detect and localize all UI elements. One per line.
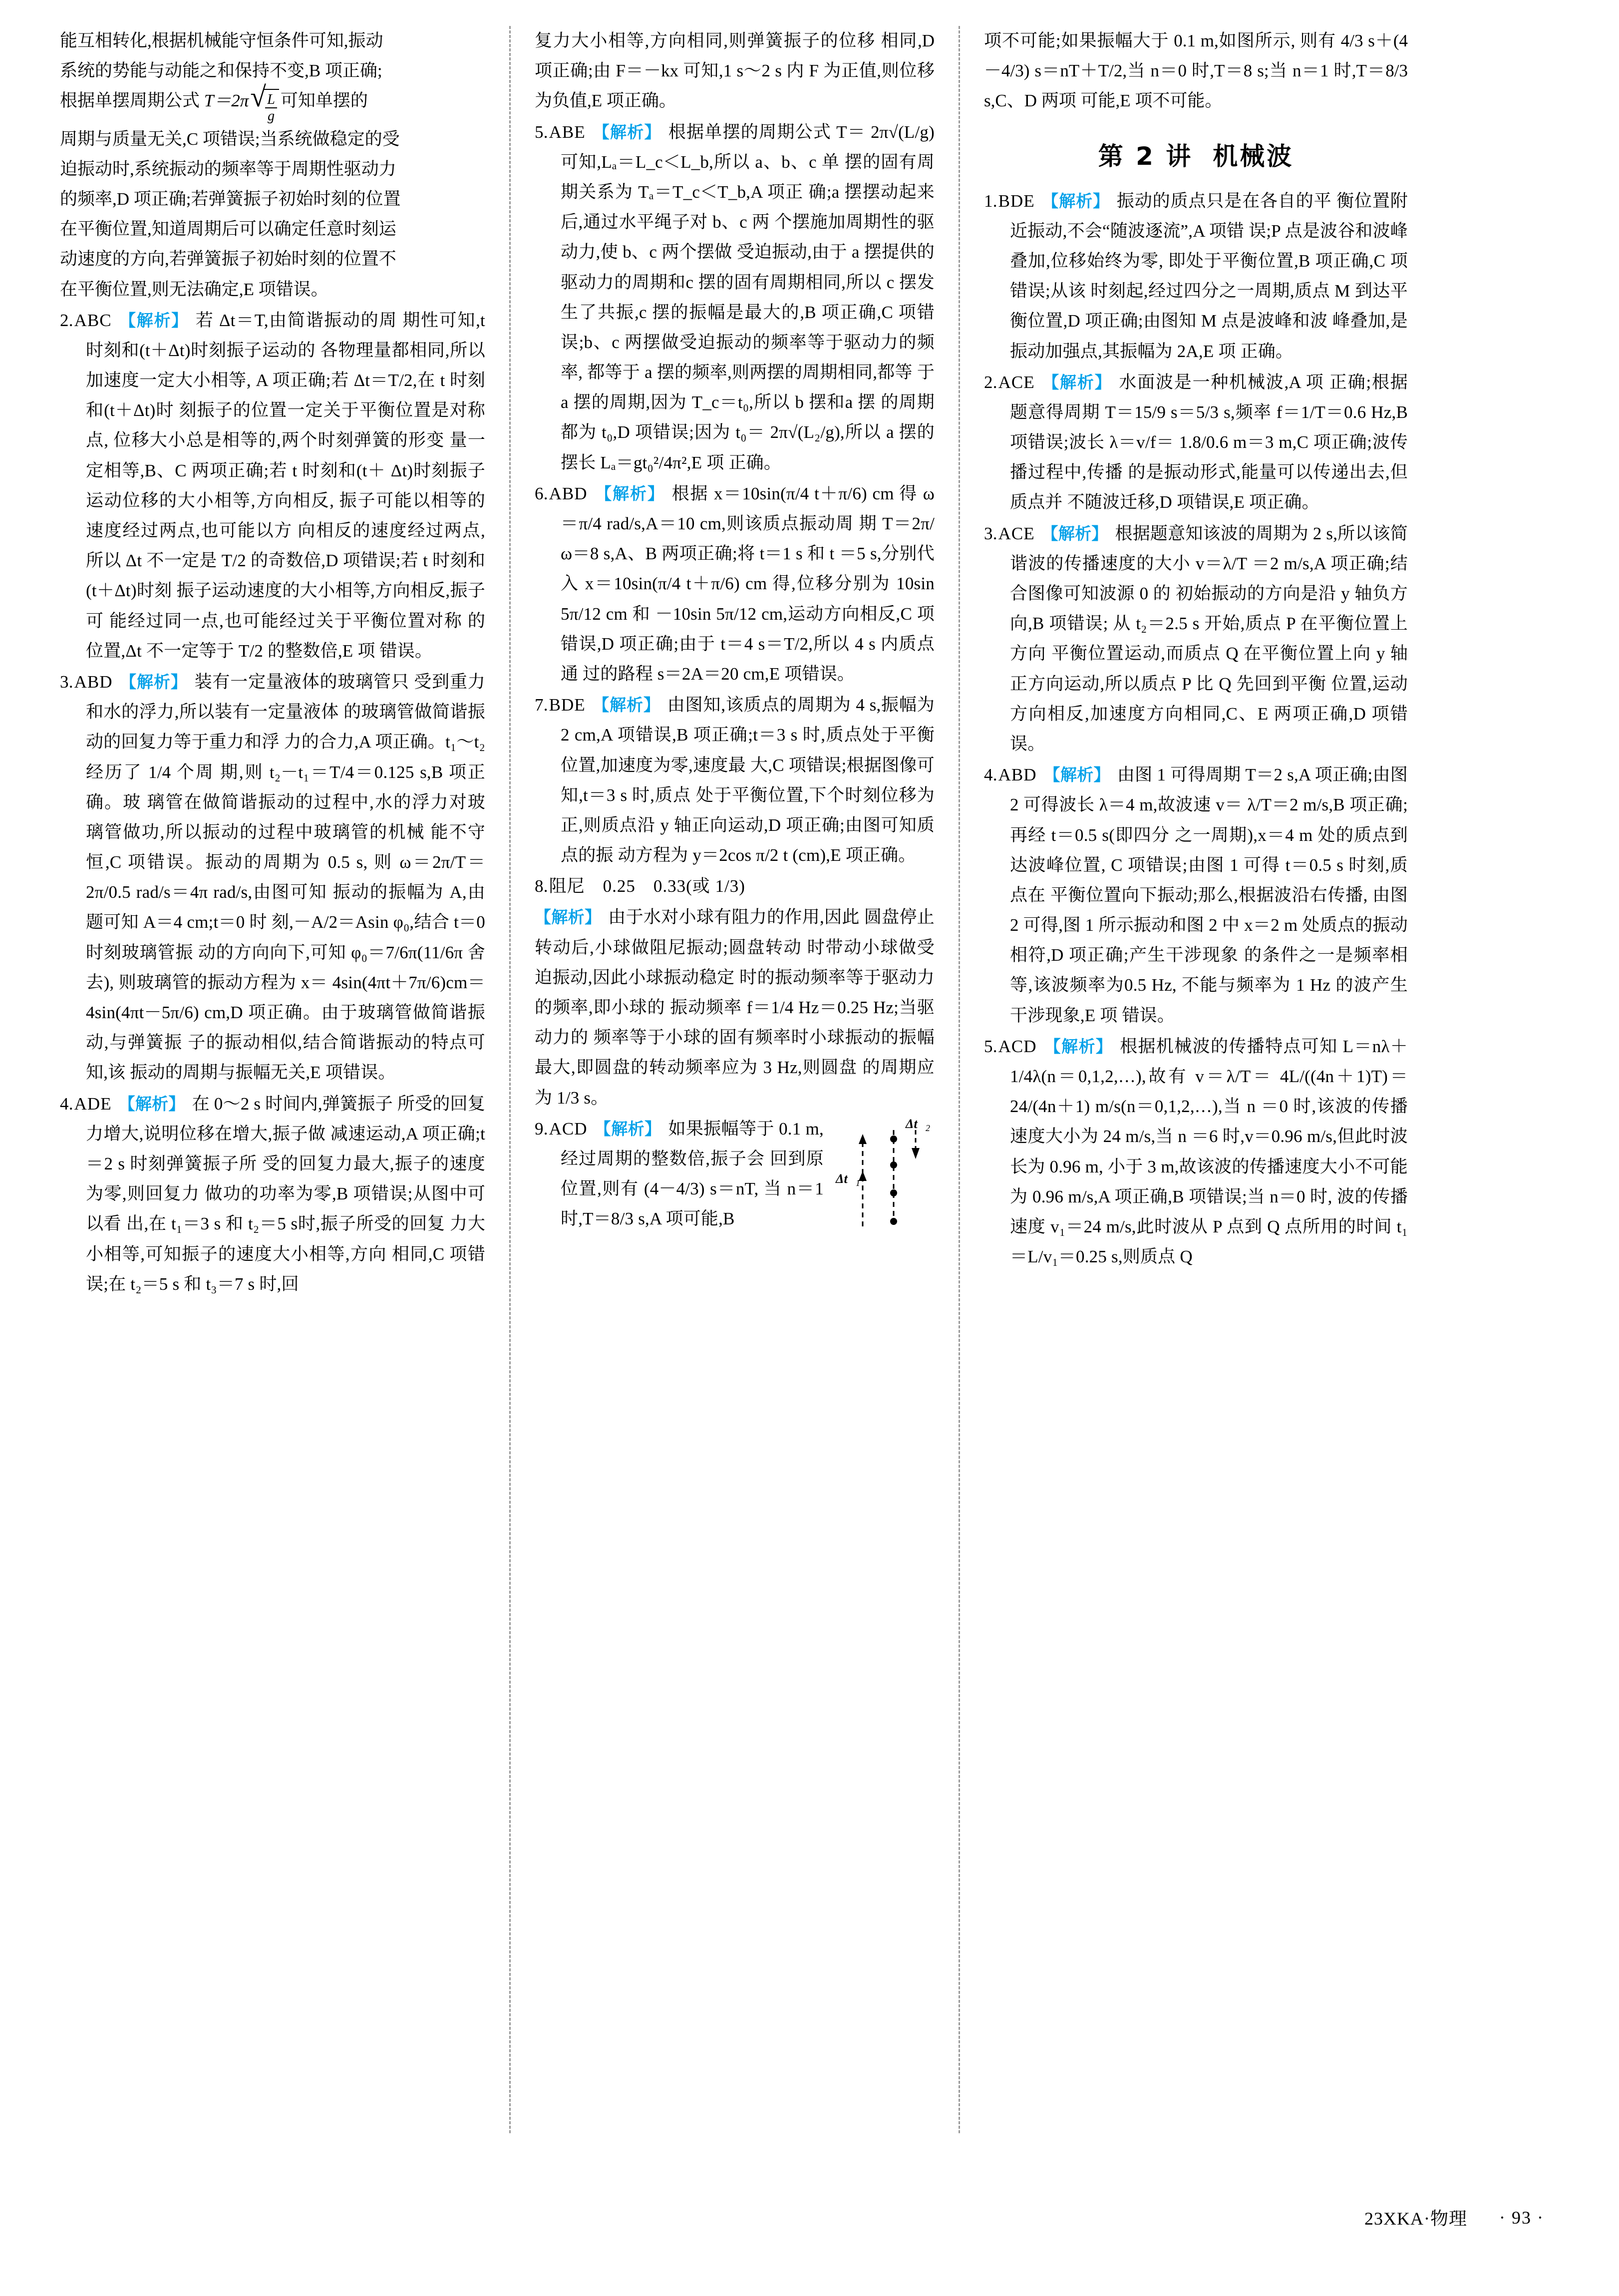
- item-body-line: 初始振动的方向是沿 y 轴负方向,B 项错误;: [1010, 584, 1408, 634]
- analysis-tag: 【解析】: [119, 672, 188, 692]
- item-body-line: ＝5 s,分别代入 x＝10sin(π/4 t＋π/6) cm: [561, 544, 935, 594]
- analysis-tag: 【解析】: [118, 1094, 185, 1114]
- item-body-line: ＝6 时,v＝0.96 m/s,但此时波长为 0.96 m,: [1010, 1127, 1408, 1176]
- carryover-line: 复力大小相等,方向相同,则弹簧振子的位移: [535, 31, 876, 50]
- item-body-line: 时带动小球做受迫振动,因此小球振动稳定: [535, 937, 935, 987]
- item-body-line: ＝2 m/s,A 项正确;结合图像可知波源 0 的: [1010, 553, 1408, 603]
- item-body-line: 位置,运动方向相反,加速度方向相同,C、E: [1010, 674, 1408, 724]
- answer-item-9: [535, 1114, 935, 1234]
- wave-answer-item-3: [984, 519, 1408, 760]
- item-body-line: 向相反的速度经过两点,所以 Δt 不一定是 T/2: [86, 521, 486, 571]
- item-answer: ABD: [549, 483, 588, 503]
- column-3: [959, 26, 1408, 2133]
- item-body-line: 各物理量都相同,所以加速度一定大小相等,: [86, 340, 485, 390]
- item-body-line: 根据单摆的周期公式 T＝: [668, 122, 866, 142]
- item-body-line: 由图 2 可得,图 1 所示振动和图 2 中 x＝2 m: [1010, 885, 1408, 935]
- item-body-line: 时刻起,经过四分之一周期,质点 M 到达平: [1090, 281, 1408, 301]
- item-body-line: 正确。: [1240, 341, 1294, 361]
- item-body-line: 2π√(L/g) 可知,Lₐ＝L_c＜L_b,所以 a、b、c 单: [561, 122, 935, 172]
- item-body-line: 轴正方向运动,所以质点 P 比 Q 先回到平衡: [1010, 644, 1408, 694]
- carryover-line: 内 F 为正值,则位移为负值,E 项正确。: [535, 61, 935, 111]
- item-answer: ABE: [549, 122, 586, 142]
- item-body-line: 做功的功率为零,B 项错误;从图中可以看: [86, 1184, 486, 1234]
- carryover-line: 在平衡位置,知道周期后可以确定任意时刻运: [60, 219, 396, 239]
- item-body-line: －10sin 5π/12 cm,运动方向相反,C 项错误,D: [561, 604, 935, 654]
- carryover-line: 时,T＝8 s;当 n＝1 时,T＝8/3 s,C、D 两项: [984, 61, 1408, 111]
- analysis-tag: 【解析】: [1041, 523, 1108, 543]
- item-body-line: 的奇数倍,D 项错误;若 t 时刻和(t＋Δt)时刻: [86, 551, 486, 601]
- item-body-line: 刻,－A/2＝Asin φ₀,结合 t＝0 时刻玻璃管振: [86, 912, 485, 962]
- item-body-line: 4sin(4πt＋7π/6)cm＝4sin(4πt－5π/6) cm,D: [86, 972, 485, 1023]
- carryover-line: 动速度的方向,若弹簧振子初始时刻的位置不: [60, 249, 396, 269]
- item-body-line: 0.96 m/s,A 项正确,B 项错误;当 n＝0 时,: [1032, 1186, 1332, 1206]
- item-body-line: 的位置,Δt 不一定等于 T/2 的整数倍,E 项: [86, 611, 486, 661]
- item-body-line: f＝1/T＝0.6 Hz,B 项错误;波长 λ＝v/f＝: [1010, 402, 1408, 452]
- item-body-line: ＝0 时,该波的传播速度大小为 24 m/s,当 n: [1010, 1097, 1408, 1147]
- item-body-line: 由于水对小球有阻力的作用,因此: [608, 907, 860, 927]
- item-body-line: 振子运动速度的大小相等,方向相反,振子可: [86, 581, 485, 631]
- analysis-tag: 【解析】: [535, 907, 602, 927]
- wave-answer-item-5: [984, 1032, 1408, 1272]
- item-body-line: 频率等于小球的固有频率时小球振动的振幅: [593, 1028, 935, 1048]
- answer-item-2: [60, 306, 485, 666]
- item-body-line: 回到原位置,则有 (4－4/3) s＝nT,: [561, 1148, 824, 1199]
- item-answer-fill: 阻尼 0.25 0.33(或 1/3): [549, 876, 745, 896]
- item-body-line: 时,质点处于平衡位置,加速度为零,速度最: [561, 725, 935, 775]
- item-body-line: 受到重力和水的浮力,所以装有一定量液体: [86, 672, 485, 722]
- sqrt-symbol: [250, 89, 279, 124]
- item-body-line: 由图 1 可得周期 T＝2 s,A: [1117, 765, 1310, 785]
- formula-period: T＝2π: [204, 91, 249, 111]
- analysis-tag: 【解析】: [118, 310, 189, 330]
- item-body-line: 不能与频率为 1 Hz 的波产生干涉现象,E 项: [1010, 975, 1408, 1025]
- item-body-line: 若 Δt＝T,由简谐振动的周: [195, 310, 397, 330]
- item-number: 3.: [984, 523, 997, 543]
- item-body-line: 受的回复力最大,振子的速度为零,则回复力: [86, 1153, 485, 1204]
- item-answer: ACE: [998, 523, 1035, 543]
- item-body-line: 正确。: [728, 452, 782, 472]
- carryover-line: 可能,E 项不可能。: [1080, 91, 1223, 111]
- item-body-line: 衡位置附近振动,不会“随波逐流”,A 项错: [1010, 191, 1408, 241]
- svg-text:1: 1: [856, 1177, 861, 1188]
- item-number: 3.: [60, 672, 73, 692]
- item-body-line: 期 T＝2π/ω＝8 s,A、B 两项正确;将 t＝1 s 和 t: [561, 514, 935, 564]
- item-body-line: 即处于平衡位置,B 项正确,C 项错误;从该: [1010, 251, 1408, 301]
- carryover-line: 相同,D 项正确;由 F＝－kx 可知,1 s～2 s: [535, 31, 935, 81]
- item-body-line: 误;P 点是波谷和波峰叠加,位移始终为零,: [1010, 221, 1408, 271]
- item-body-line: 根据 x＝10sin(π/4 t＋π/6) cm: [671, 483, 894, 503]
- svg-text:Δt: Δt: [836, 1171, 848, 1186]
- carryover-line: 在平衡位置,则无法确定,E 项错误。: [60, 279, 328, 299]
- carryover-paragraph-col2: [535, 26, 935, 116]
- item-body-line: 由图知,该质点的周期为: [667, 695, 851, 715]
- answer-item-8: [535, 871, 935, 901]
- answer-item-3: [60, 667, 485, 1088]
- item-body-line: 时的振动频率等于驱动力的频率,即小球的: [535, 967, 935, 1017]
- item-body-line: 得,位移分别为 10sin 5π/12 cm 和: [561, 574, 935, 624]
- item-body-line: 2π√(L₂/g),所以 a 摆的摆长 Lₐ＝gt₀²/4π²,E 项: [561, 422, 935, 472]
- item-body-line: 从 t₂＝2.5 s 开始,质点 P 在平衡位置上方向: [1010, 614, 1408, 664]
- item-body-line: 璃管在做简谐振动的过程中,水的浮力对玻: [147, 792, 485, 812]
- carryover-line: 可知单摆的: [280, 91, 368, 111]
- item-number: 7.: [535, 695, 548, 715]
- carryover-paragraph-col1: [60, 26, 485, 305]
- item-body-line: 摆的固有周期相同,所以 c 摆发生了共振,c: [561, 272, 935, 322]
- item-body-line: y 轴正向运动,D 项正确;由图可知质点的振: [561, 815, 935, 865]
- carryover-line: 根据单摆周期公式: [60, 91, 204, 111]
- carryover-line: 则有 4/3 s＋(4－4/3) s＝nT＋T/2,当 n＝0: [984, 31, 1408, 81]
- item-body-line: 摆的振幅是最大的,B 项正确,C 项错误;b、c: [561, 302, 935, 352]
- item-body-line: 振动频率 f＝1/4 Hz＝0.25 Hz;当驱动力的: [535, 998, 935, 1048]
- item-number: 1.: [984, 191, 997, 211]
- carryover-paragraph-col3: [984, 26, 1408, 116]
- item-body-line: 小于 3 m,故该波的传播速度大小不可能为: [1010, 1156, 1408, 1206]
- item-answer: BDE: [549, 695, 586, 715]
- item-body-line: 子的振动相似,结合简谐振动的特点可知,该: [86, 1033, 486, 1083]
- item-body-line: 的周期应为 1/3 s。: [535, 1058, 935, 1108]
- item-body-line: 两项正确,D 项错误。: [1010, 704, 1408, 754]
- item-answer: ABC: [74, 310, 112, 330]
- item-body-line: 振动的周期与振幅无关,E 项错误。: [130, 1063, 396, 1083]
- item-body-line: 项正确;由图 2 可得波长 λ＝4 m,故波速 v＝: [1010, 765, 1408, 815]
- answer-item-7: [535, 690, 935, 870]
- svg-text:2: 2: [926, 1123, 931, 1133]
- analysis-tag: 【解析】: [1043, 765, 1110, 785]
- item-body-line: 4 s,振幅为 2 cm,A 项错误,B 项正确;t＝3 s: [561, 695, 935, 745]
- item-body-line: 璃管做功,所以振动的过程中玻璃管的机械: [86, 822, 425, 842]
- analysis-tag: 【解析】: [1043, 1036, 1113, 1056]
- item-body-line: 衡位置,D 项正确;由图知 M 点是波峰和波: [1010, 311, 1328, 331]
- item-body-line: 能不守恒,C 项错误。振动的周期为 0.5 s,: [86, 822, 485, 872]
- item-body-line: 力大小相等,可知振子的速度大小相等,方向: [86, 1214, 486, 1264]
- item-body-line: 处于平衡位置,下个时刻位移为正,则质点沿: [561, 785, 935, 835]
- item-body-line: 两摆做受迫振动的频率等于驱动力的频率,: [561, 332, 935, 383]
- item-number: 9.: [535, 1119, 548, 1139]
- item-body-line: 都等于 a 摆的频率,则两摆的周期相同,都等: [587, 363, 913, 383]
- item-body-line: 项正确。由于玻璃管做简谐振动,与弹簧振: [86, 1003, 486, 1053]
- item-body-line: 根据机械波的传播特点可知: [1120, 1036, 1338, 1056]
- vibration-interval-diagram: [830, 1119, 935, 1229]
- carryover-line: 项不可能;如果振幅大于 0.1 m,如图所示,: [984, 31, 1295, 50]
- item-body-line: 的条件之一是频率相等,该波频率为0.5 Hz,: [1010, 945, 1408, 995]
- item-body-line: Q 点所用的时间 t₁＝L/v₁＝0.25 s,则质点 Q: [1010, 1216, 1408, 1267]
- item-number: 2.: [984, 372, 997, 392]
- item-number: 4.: [984, 765, 997, 785]
- analysis-tag: 【解析】: [594, 483, 665, 503]
- lecture-title-text: 机械波: [1213, 141, 1294, 171]
- item-answer: ABD: [74, 672, 113, 692]
- wave-answer-item-1: [984, 186, 1408, 367]
- three-column-layout: [60, 26, 1559, 2133]
- frac-numerator: √ L: [265, 92, 277, 108]
- item-body-line: 期性可知,t 时刻和(t＋Δt)时刻振子运动的: [86, 310, 485, 360]
- item-body-line: 不随波迁移,D 项错误,E 项正确。: [1067, 492, 1319, 512]
- lecture-heading: [984, 136, 1408, 172]
- item-number: 2.: [60, 310, 73, 330]
- item-body-line: 水面波是一种机械波,A 项: [1119, 372, 1324, 392]
- item-number: 4.: [60, 1094, 73, 1114]
- item-body-line: 力的合力,A 项正确。t₁～t₂经历了 1/4 个周: [86, 732, 486, 782]
- item-body-line: 平衡位置运动,而质点 Q 在平衡位置上向 y: [1051, 644, 1385, 664]
- analysis-tag: 【解析】: [592, 122, 661, 142]
- item-body-line: 则玻璃管的振动方程为 x＝: [118, 972, 328, 992]
- wave-answer-item-2: [984, 368, 1408, 518]
- frac-denominator: g: [268, 108, 275, 124]
- answer-item-5: [535, 117, 935, 478]
- item-body-line: 减速运动,A 项正确;t＝2 s 时刻弹簧振子所: [86, 1124, 485, 1173]
- item-body-line: 摆的固有周期关系为 Tₐ＝T_c＜T_b,A 项正: [561, 152, 935, 202]
- item-body-line: 在 0～2 s 时间内,弹簧振子: [192, 1094, 393, 1114]
- item-number: 6.: [535, 483, 548, 503]
- item-body-line: 波的传播速度 v₁＝24 m/s,此时波从 P 点到: [1010, 1186, 1408, 1236]
- item-body-line: 振子可能以相等的速度经过两点,也可能以方: [86, 490, 485, 541]
- item-body-line: 振动的振幅为 A,由题可知 A＝4 cm;t＝0 时: [86, 882, 485, 932]
- answer-item-6: [535, 479, 935, 689]
- analysis-tag: 【解析】: [1041, 191, 1110, 211]
- item-body-line: λ/T＝2 m/s,B 项正确;再经 t＝0.5 s(即四分: [1010, 795, 1408, 845]
- item-body-line: 能经过同一点,也可能经过关于平衡位置对称: [109, 611, 463, 631]
- item-body-line: 项正确;由于 t＝4 s＝T/2,所以 4 s 内质点通: [561, 634, 935, 684]
- item-body-line: 个摆施加周期性的驱动力,使 b、c 两个摆做: [561, 212, 935, 262]
- item-body-line: 所受的回复力增大,说明位移在增大,振子做: [86, 1094, 485, 1144]
- item-answer: ACE: [998, 372, 1035, 392]
- item-answer: BDE: [998, 191, 1035, 211]
- item-body-line: 位移大小总是相等的,两个时刻弹簧的形变: [113, 430, 445, 450]
- item-body-line: 1.8/0.6 m＝3 m,C 项正确;波传播过程中,传播: [1010, 432, 1408, 482]
- analysis-tag: 【解析】: [592, 695, 660, 715]
- item-body-line: 最大,即圆盘的转动频率应为 3 Hz,则圆盘: [535, 1058, 858, 1078]
- item-body-line: 错误。: [1122, 1005, 1175, 1025]
- item-body-line: L＝nλ＋1/4λ(n＝0,1,2,…),故有 v＝λ/T＝: [1010, 1036, 1408, 1086]
- item-body-line: 动的方向向下,可知 φ₀＝7/6π(11/6π 舍去),: [86, 942, 486, 992]
- item-body-line: 则 ω＝2π/T＝2π/0.5 rad/s＝4π rad/s,由图可知: [86, 852, 485, 902]
- carryover-line: 的频率,D 项正确;若弹簧振子初始时刻的位置: [60, 189, 401, 209]
- item-body-line: 相同,C 项错误;在 t₂＝5 s 和 t₃＝7 s 时,回: [86, 1244, 485, 1294]
- item-body-line: 如果振幅等于: [668, 1119, 774, 1139]
- item-body-line: 峰叠加,是振动加强点,其振幅为 2A,E 项: [1010, 311, 1408, 361]
- item-body-line: 平衡位置向下振动;那么,根据波沿右传播,: [1050, 885, 1368, 905]
- item-body-line: 出,在 t₁＝3 s 和 t₂＝5 s时,振子所受的回复: [126, 1214, 445, 1234]
- item-answer: ACD: [998, 1036, 1037, 1056]
- answer-item-4: [60, 1089, 485, 1299]
- item-body-line: 圆盘停止转动后,小球做阻尼振动;圆盘转动: [535, 907, 935, 957]
- item-answer: ACD: [549, 1119, 588, 1139]
- item-body-line: 动方程为 y＝2cos π/2 t (cm),E 项正确。: [618, 845, 916, 865]
- item-number: 5.: [535, 122, 548, 142]
- column-2: [509, 26, 959, 2133]
- item-body-line: 当 n＝1 时,T＝8/3 s,A 项可能,B: [561, 1179, 824, 1229]
- item-body-line: 处质点的振动相符,D 项正确;产生干涉现象: [1010, 915, 1408, 965]
- item-body-line: 于 a 摆的周期,因为 T_c＝t₀,所以 b 摆和a 摆: [561, 363, 935, 412]
- item-answer: ADE: [74, 1094, 112, 1114]
- item-number: 5.: [984, 1036, 997, 1056]
- analysis-tag: 【解析】: [594, 1119, 661, 1139]
- item-body-line: 根据题意知该波的周期为: [1115, 523, 1308, 543]
- item-body-line: 期,则 t₂－t₁＝T/4＝0.125 s,B 项正确。玻: [86, 762, 485, 812]
- item-body-line: 正确;根据题意得周期 T＝15/9 s＝5/3 s,频率: [1010, 372, 1408, 422]
- item-body-line: Δt)时刻振子运动位移的大小相等,方向相反,: [86, 460, 485, 510]
- carryover-line: 系统的势能与动能之和保持不变,B 项正确;: [60, 61, 382, 81]
- item-body-line: 装有一定量液体的玻璃管只: [194, 672, 409, 692]
- carryover-line: 迫振动时,系统振动的频率等于周期性驱动力: [60, 159, 396, 179]
- item-body-line: C 项错误;由图 1 可得 t＝0.5 s 时刻,质点在: [1010, 855, 1408, 905]
- item-body-line: 错误。: [379, 641, 433, 661]
- page-footer: [0, 2200, 1619, 2230]
- item-number: 8.: [535, 876, 548, 896]
- item-body-line: 的是振动形式,能量可以传递出去,但质点并: [1010, 462, 1408, 512]
- item-body-line: 振动的质点只是在各自的平: [1116, 191, 1332, 211]
- wave-answer-item-4: [984, 760, 1408, 1031]
- item-body-line: 刻振子的位置一定关于平衡位置是对称点,: [86, 400, 486, 450]
- item-body-line: 受迫振动,由于 a 摆提供的驱动力的周期和c: [561, 242, 935, 292]
- lecture-prefix: 第 2 讲: [1098, 141, 1193, 171]
- item-body-line: 的周期都为 t₀,D 项错误;因为 t₀＝: [561, 392, 935, 442]
- item-body-line: 的玻璃管做简谐振动的回复力等于重力和浮: [86, 702, 485, 752]
- footer-book-code: 23XKA·物理: [1364, 2209, 1468, 2229]
- item-body-line: 0.1 m,经过周期的整数倍,振子会: [561, 1119, 824, 1168]
- item-body-line: 4L/((4n＋1)T)＝24/(4n＋1) m/s(n＝0,1,2,…),当 n: [1010, 1067, 1408, 1117]
- item-body-line: 得 ω＝π/4 rad/s,A＝10 cm,则该质点振动周: [561, 483, 935, 533]
- item-body-line: A 项正确;若 Δt＝T/2,在 t 时刻和(t＋Δt)时: [86, 371, 485, 420]
- svg-text:Δt: Δt: [906, 1119, 918, 1131]
- answer-item-8-explanation: [535, 902, 935, 1113]
- carryover-line: 能互相转化,根据机械能守恒条件可知,振动: [60, 31, 383, 50]
- item-body-line: 过的路程 s＝2A＝20 cm,E 项错误。: [583, 664, 855, 684]
- item-body-line: 之一周期),x＝4 m 处的质点到达波峰位置,: [1010, 825, 1408, 875]
- column-1: [60, 26, 509, 2133]
- footer-page-number: · 93 ·: [1499, 2207, 1544, 2228]
- item-body-line: 大,C 项错误;根据图像可知,t＝3 s 时,质点: [561, 755, 935, 805]
- carryover-line: 周期与质量无关,C 项错误;当系统做稳定的受: [60, 129, 400, 149]
- item-answer: ABD: [998, 765, 1037, 785]
- item-body-line: 量一定相等,B、C 两项正确;若 t 时刻和(t＋: [86, 430, 486, 480]
- analysis-tag: 【解析】: [1041, 372, 1112, 392]
- item-body-line: 确;a 摆摆动起来后,通过水平绳子对 b、c 两: [561, 182, 935, 232]
- item-body-line: 2 s,所以该简谐波的传播速度的大小 v＝λ/T: [1010, 523, 1408, 573]
